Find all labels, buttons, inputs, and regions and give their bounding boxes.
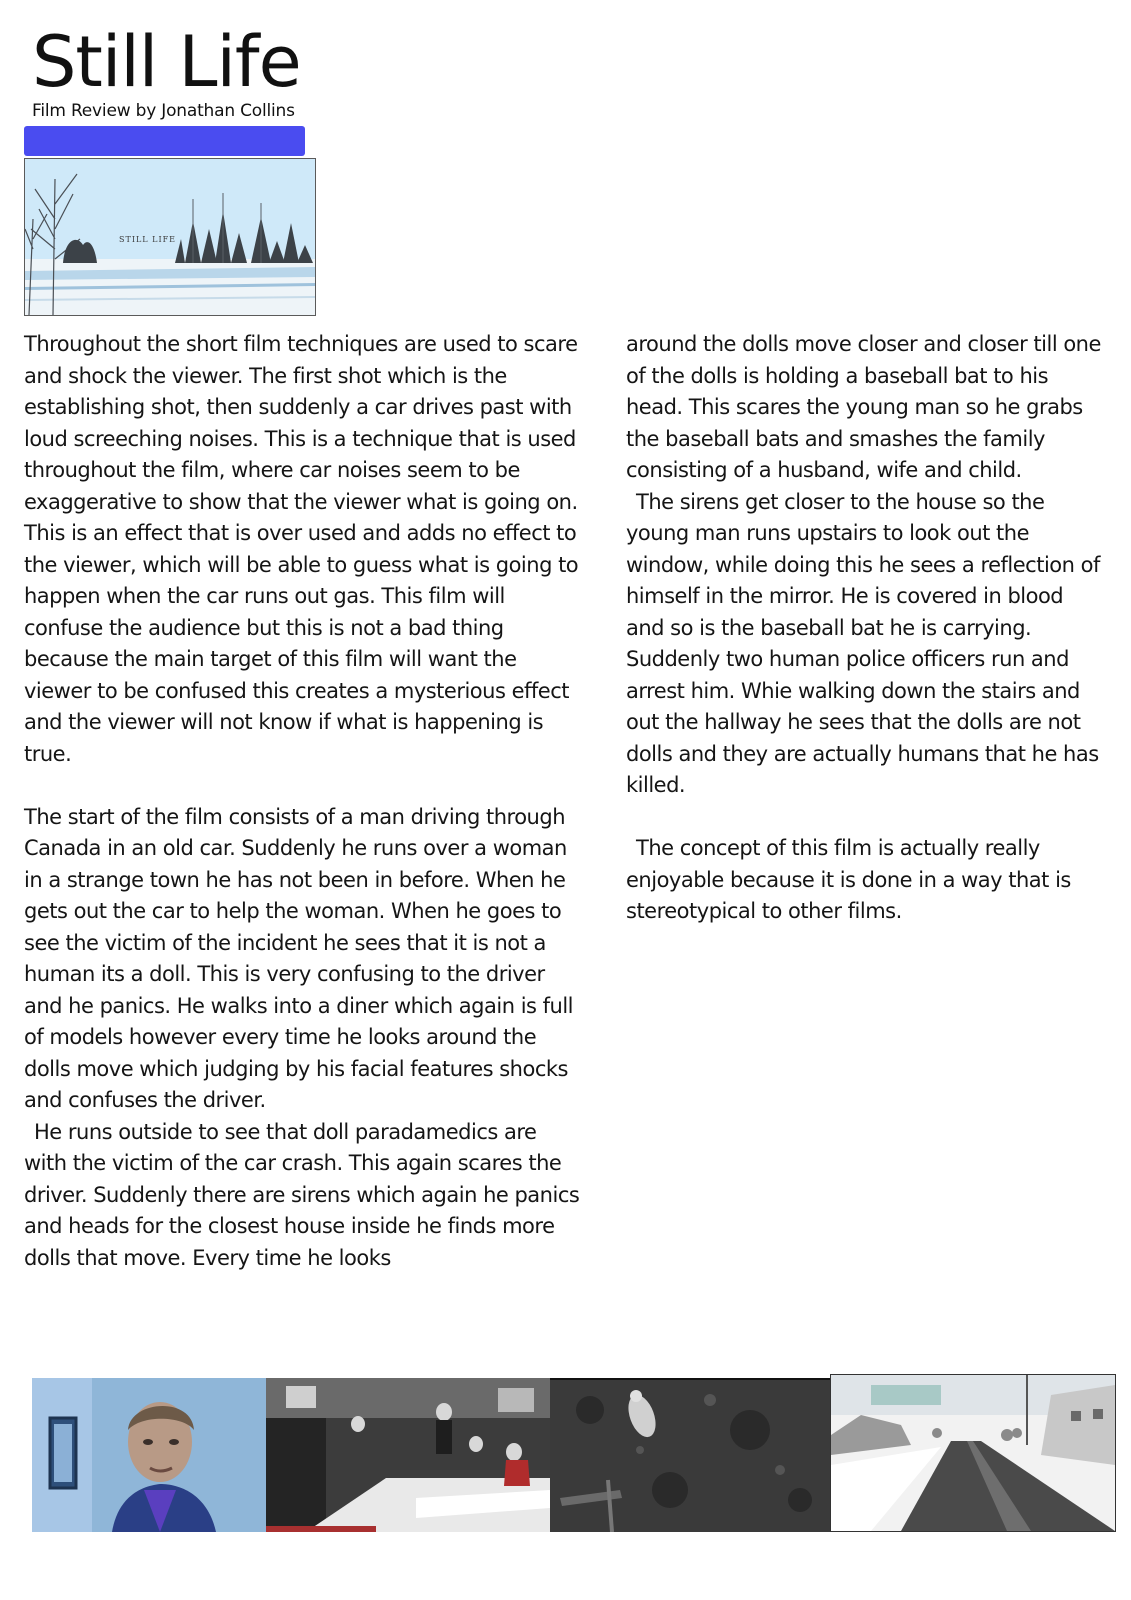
still-man-portrait bbox=[32, 1378, 266, 1532]
still-diner-scene bbox=[266, 1378, 550, 1532]
page-title: Still Life bbox=[32, 21, 301, 103]
winter-landscape-icon bbox=[25, 159, 315, 315]
right-paragraph-1: around the dolls move closer and closer till one of the dolls is holding a baseball bat to his head. This scares the young man so he grabs the baseball bats and smashes the family consisting of a husband, wife and child. bbox=[626, 332, 1108, 482]
man-portrait-icon bbox=[32, 1378, 266, 1532]
accent-bar bbox=[24, 126, 305, 156]
left-paragraph-2: The start of the film consists of a man driving through Canada in an old car. Suddenly he runs over a woman in a strange town he has not been in before. When he gets out the car to help the woman. When he goes to see the victim of the incident he sees that it is not a human its a doll. This is very confusing to the driver and he panics. He walks into a diner which again is full of models however every time he looks around the dolls move which judging by his facial features shocks and confuses the driver. bbox=[24, 804, 580, 1112]
snowy-street-icon bbox=[831, 1375, 1115, 1531]
diner-scene-icon bbox=[266, 1378, 550, 1532]
still-snowy-street bbox=[830, 1374, 1116, 1532]
left-column bbox=[24, 329, 584, 1274]
left-paragraph-1: Throughout the short film techniques are used to scare and shock the viewer. The first shot which is the establishing shot, then suddenly a car drives past with loud screeching noises. This is a technique that is used throughout the film, where car noises seem to be exaggerative to show that the viewer what is going on. This is an effect that is over used and adds no effect to the viewer, which will be able to guess what is going to happen when the car runs out gas. This film will confuse the audience but this is not a bad thing because the main target of this film will want the viewer to be confused this creates a mysterious effect and the viewer will not know if what is happening is true. bbox=[24, 332, 585, 766]
crash-scene-icon bbox=[550, 1380, 830, 1532]
still-crash-scene bbox=[550, 1378, 830, 1534]
hero-still-image bbox=[24, 158, 316, 316]
right-column bbox=[626, 329, 1106, 928]
left-paragraph-3: He runs outside to see that doll paradamedics are with the victim of the car crash. This again scares the driver. Suddenly there are sirens which again he panics and heads for the closest house inside he finds more dolls that move. Every time he looks bbox=[24, 1119, 586, 1270]
hero-caption: STILL LIFE bbox=[119, 235, 177, 244]
byline: Film Review by Jonathan Collins bbox=[32, 101, 295, 121]
right-paragraph-3: The concept of this film is actually really enjoyable because it is done in a way that is stereotypical to other films. bbox=[626, 836, 1078, 923]
right-paragraph-2: The sirens get closer to the house so the young man runs upstairs to look out the window, while doing this he sees a reflection of himself in the mirror. He is covered in blood and so is the baseball bat he is carrying. Suddenly two human police officers run and arrest him. Whie walking down the stairs and out the hallway he sees that the dolls are not dolls and they are actually humans that he has killed. bbox=[626, 489, 1107, 797]
